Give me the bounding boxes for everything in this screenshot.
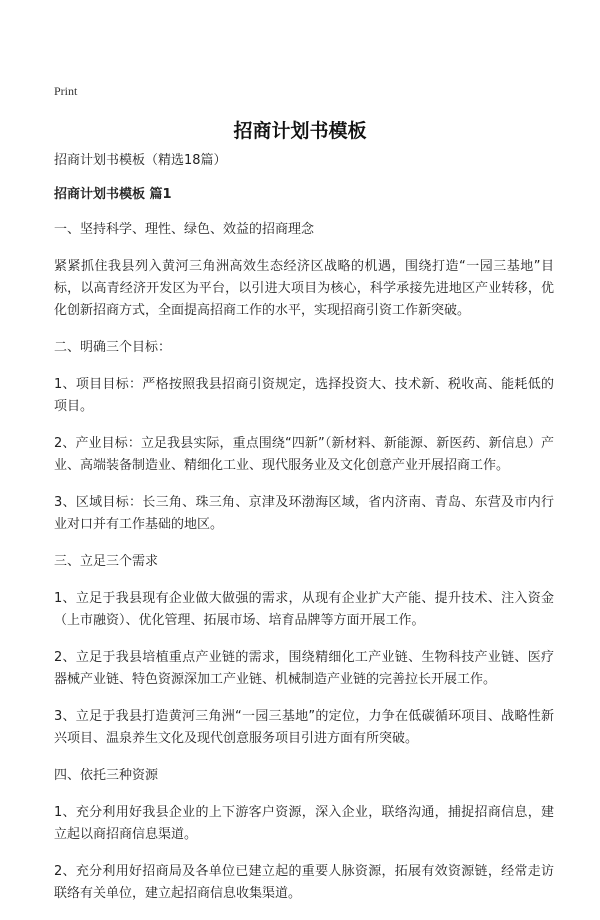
document-subtitle: 招商计划书模板（精选18篇） <box>54 153 227 168</box>
paragraph-resource-1: 1、充分利用好我县企业的上下游客户资源，深入企业，联络沟通，捕捉招商信息，建立起以商招商信息渠道。 <box>54 805 554 842</box>
heading-3-needs: 三、立足三个需求 <box>54 554 159 569</box>
print-label: Print <box>54 84 78 98</box>
paragraph-need-1: 1、立足于我县现有企业做大做强的需求，从现有企业扩大产能、提升技术、注入资金（上市融资）、优化管理、拓展市场、培育品牌等方面开展工作。 <box>54 591 554 628</box>
paragraph-goal-region: 3、区域目标：长三角、珠三角、京津及环渤海区域，省内济南、青岛、东营及市内行业对口并有工作基础的地区。 <box>54 495 554 532</box>
section-heading: 招商计划书模板 篇1 <box>54 187 172 202</box>
heading-4-resources: 四、依托三种资源 <box>54 768 159 783</box>
paragraph-goal-project: 1、项目目标：严格按照我县招商引资规定，选择投资大、技术新、税收高、能耗低的项目。 <box>54 377 554 414</box>
document-title: 招商计划书模板 <box>233 120 367 142</box>
document-body <box>54 150 554 920</box>
paragraph-intro: 紧紧抓住我县列入黄河三角洲高效生态经济区战略的机遇，围绕打造“一园三基地”目标，以高青经济开发区为平台，以引进大项目为核心，科学承接先进地区产业转移，优化创新招商方式，全面提高招商工作的水平，实现招商引资工作新突破。 <box>54 259 554 318</box>
paragraph-resource-2: 2、充分利用好招商局及各单位已建立起的重要人脉资源，拓展有效资源链，经常走访联络有关单位，建立起招商信息收集渠道。 <box>54 864 554 901</box>
heading-2-goals: 二、明确三个目标： <box>54 340 172 355</box>
paragraph-goal-industry: 2、产业目标：立足我县实际，重点围绕“四新”（新材料、新能源、新医药、新信息）产业、高端装备制造业、精细化工业、现代服务业及文化创意产业开展招商工作。 <box>54 436 554 473</box>
paragraph-need-3: 3、立足于我县打造黄河三角洲“一园三基地”的定位，力争在低碳循环项目、战略性新兴项目、温泉养生文化及现代创意服务项目引进方面有所突破。 <box>54 709 554 746</box>
heading-1-concept: 一、坚持科学、理性、绿色、效益的招商理念 <box>54 222 315 237</box>
paragraph-need-2: 2、立足于我县培植重点产业链的需求，围绕精细化工产业链、生物科技产业链、医疗器械产业链、特色资源深加工产业链、机械制造产业链的完善拉长开展工作。 <box>54 650 554 687</box>
